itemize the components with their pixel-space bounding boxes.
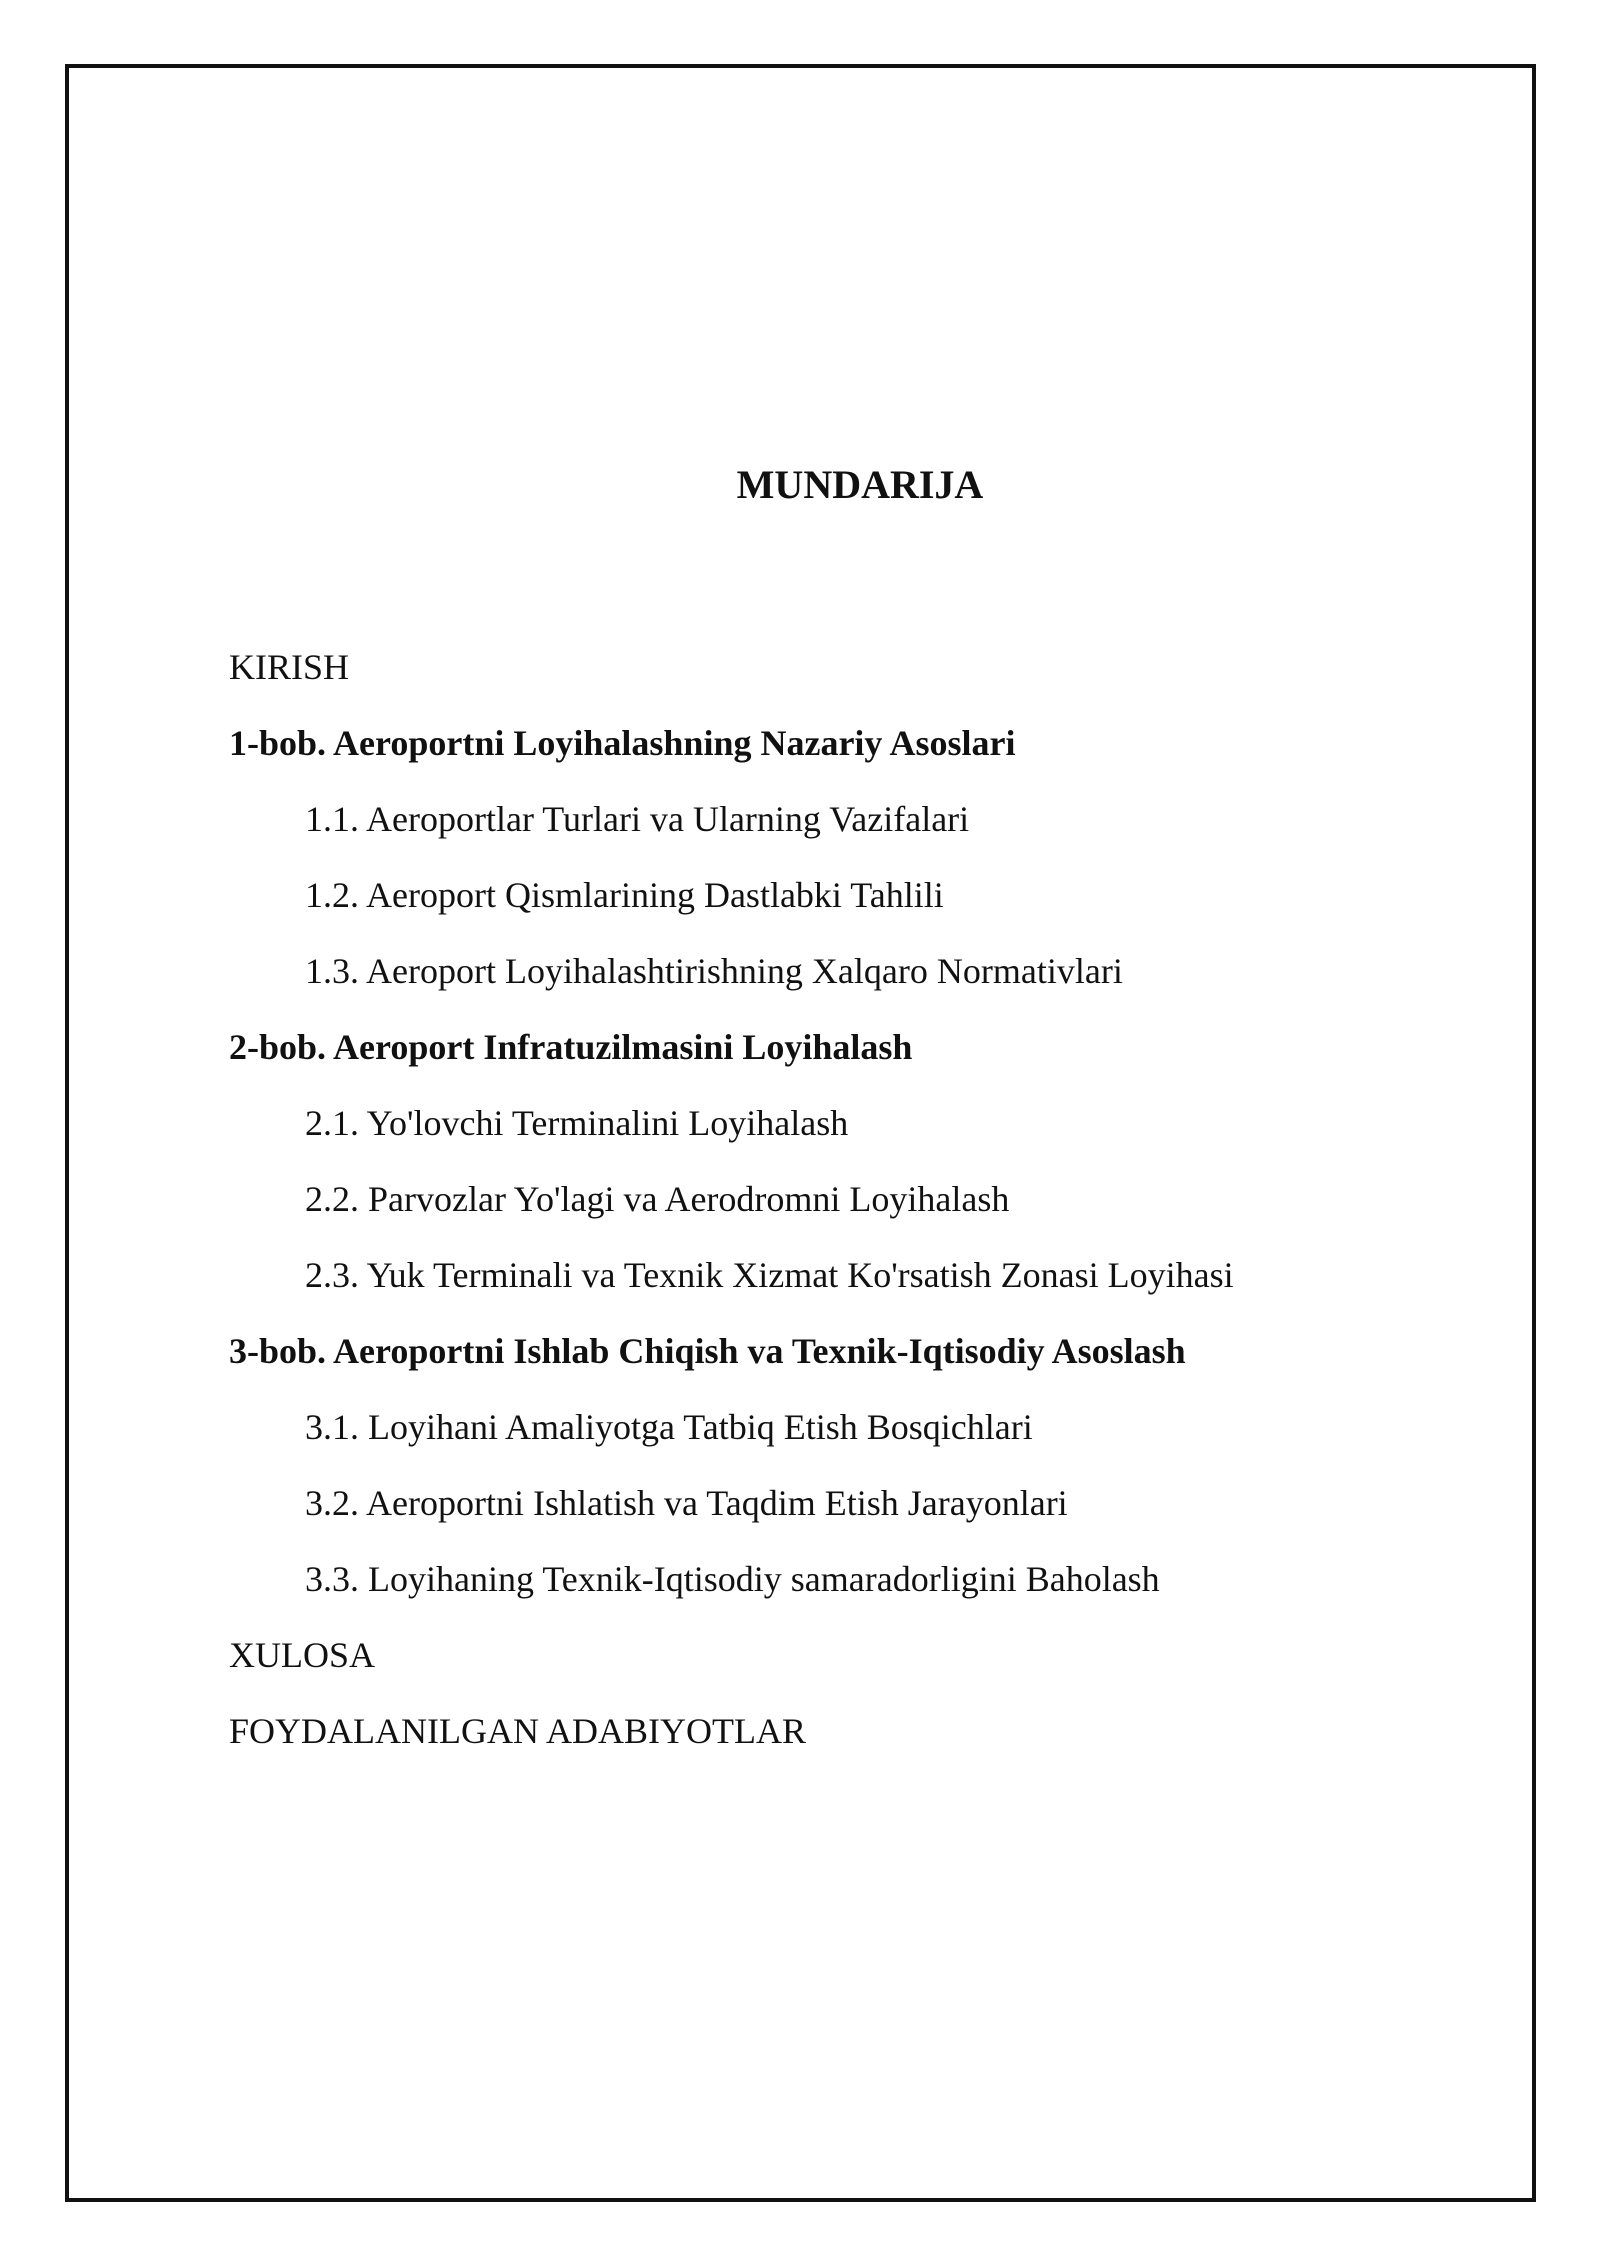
toc-section-1-2: 1.2. Aeroport Qismlarining Dastlabki Tahlili bbox=[305, 875, 944, 915]
toc-section-3-3: 3.3. Loyihaning Texnik-Iqtisodiy samaradorligini Baholash bbox=[305, 1559, 1160, 1599]
toc-entry-introduction: KIRISH bbox=[229, 647, 350, 687]
toc-entry-references: FOYDALANILGAN ADABIYOTLAR bbox=[229, 1711, 806, 1751]
toc-section-1-3: 1.3. Aeroport Loyihalashtirishning Xalqaro Normativlari bbox=[305, 951, 1123, 991]
toc-section-1-1: 1.1. Aeroportlar Turlari va Ularning Vazifalari bbox=[305, 799, 970, 839]
toc-chapter-1: 1-bob. Aeroportni Loyihalashning Nazariy Asoslari bbox=[229, 723, 1016, 763]
toc-entry-conclusion: XULOSA bbox=[229, 1635, 376, 1675]
toc-section-2-3: 2.3. Yuk Terminali va Texnik Xizmat Ko'rsatish Zonasi Loyihasi bbox=[305, 1255, 1234, 1295]
toc-chapter-3: 3-bob. Aeroportni Ishlab Chiqish va Texnik-Iqtisodiy Asoslash bbox=[229, 1331, 1186, 1371]
toc-chapter-2: 2-bob. Aeroport Infratuzilmasini Loyihalash bbox=[229, 1027, 913, 1067]
toc-section-3-1: 3.1. Loyihani Amaliyotga Tatbiq Etish Bosqichlari bbox=[305, 1407, 1033, 1447]
toc-section-2-2: 2.2. Parvozlar Yo'lagi va Aerodromni Loyihalash bbox=[305, 1179, 1010, 1219]
table-of-contents bbox=[229, 641, 1479, 1781]
toc-section-3-2: 3.2. Aeroportni Ishlatish va Taqdim Etish Jarayonlari bbox=[305, 1483, 1068, 1523]
page-title: MUNDARIJA bbox=[736, 462, 984, 507]
toc-section-2-1: 2.1. Yo'lovchi Terminalini Loyihalash bbox=[305, 1103, 849, 1143]
